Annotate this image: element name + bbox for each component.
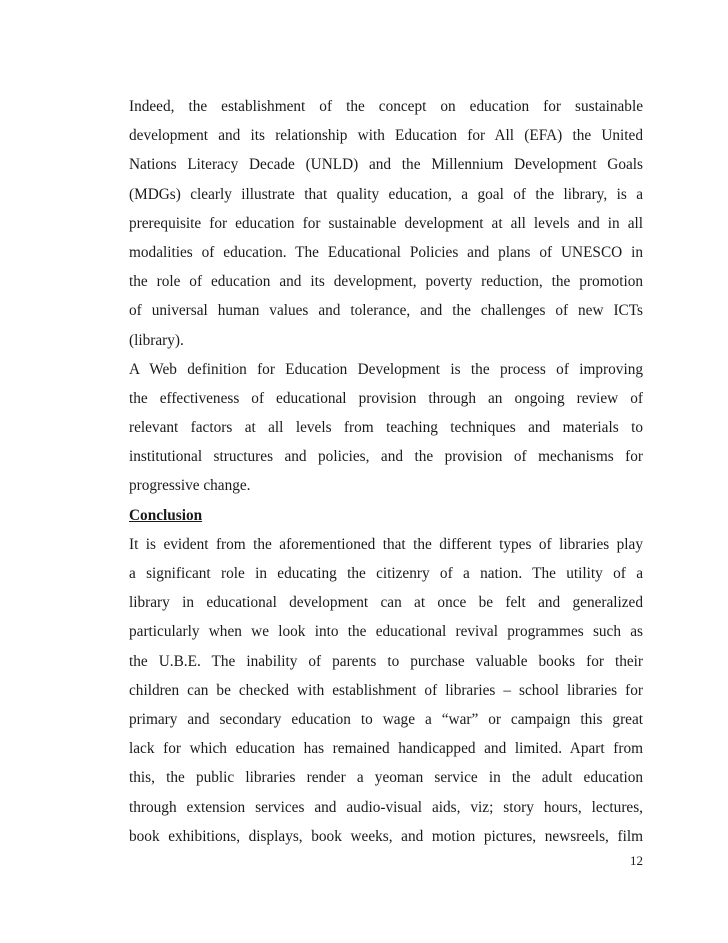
paragraph-web-definition xyxy=(129,355,643,501)
text-line: development and its relationship with Education for All (EFA) the United xyxy=(129,127,643,145)
text-line: progressive change. xyxy=(129,477,251,495)
page-body xyxy=(129,92,643,851)
text-line: Nations Literacy Decade (UNLD) and the Millennium Development Goals xyxy=(129,156,643,174)
paragraph-efa-sustainable-development xyxy=(129,92,643,355)
text-line: through extension services and audio-visual aids, viz; story hours, lectures, xyxy=(129,798,643,816)
text-line: children can be checked with establishment of libraries – school libraries for xyxy=(129,681,643,699)
text-line: particularly when we look into the educational revival programmes such as xyxy=(129,623,643,641)
text-line: institutional structures and policies, and the provision of mechanisms for xyxy=(129,448,643,466)
text-line: book exhibitions, displays, book weeks, and motion pictures, newsreels, film xyxy=(129,827,643,845)
page-number: 12 xyxy=(630,853,643,868)
text-line: (library). xyxy=(129,331,184,349)
text-line: the U.B.E. The inability of parents to purchase valuable books for their xyxy=(129,652,643,670)
text-line: a significant role in educating the citizenry of a nation. The utility of a xyxy=(129,565,643,582)
text-line: this, the public libraries render a yeoman service in the adult education xyxy=(129,769,643,787)
text-line: library in educational development can at once be felt and generalized xyxy=(129,594,643,612)
text-line: modalities of education. The Educational Policies and plans of UNESCO in xyxy=(129,243,643,261)
text-line: of universal human values and tolerance, and the challenges of new ICTs xyxy=(129,302,643,320)
text-line: (MDGs) clearly illustrate that quality education, a goal of the library, is a xyxy=(129,185,643,203)
text-line: the effectiveness of educational provision through an ongoing review of xyxy=(129,389,643,407)
text-line: Indeed, the establishment of the concept on education for sustainable xyxy=(129,98,643,115)
text-line: prerequisite for education for sustainable development at all levels and in all xyxy=(129,214,643,232)
text-line: It is evident from the aforementioned that the different types of libraries play xyxy=(129,535,643,553)
conclusion-heading: Conclusion xyxy=(129,506,203,524)
text-line: primary and secondary education to wage a “war” or campaign this great xyxy=(129,710,643,728)
text-line: A Web definition for Education Development is the process of improving xyxy=(129,360,643,378)
paragraph-conclusion xyxy=(129,530,643,851)
text-line: lack for which education has remained handicapped and limited. Apart from xyxy=(129,740,643,758)
text-line: the role of education and its development, poverty reduction, the promotion xyxy=(129,273,643,291)
text-line: relevant factors at all levels from teaching techniques and materials to xyxy=(129,419,643,437)
